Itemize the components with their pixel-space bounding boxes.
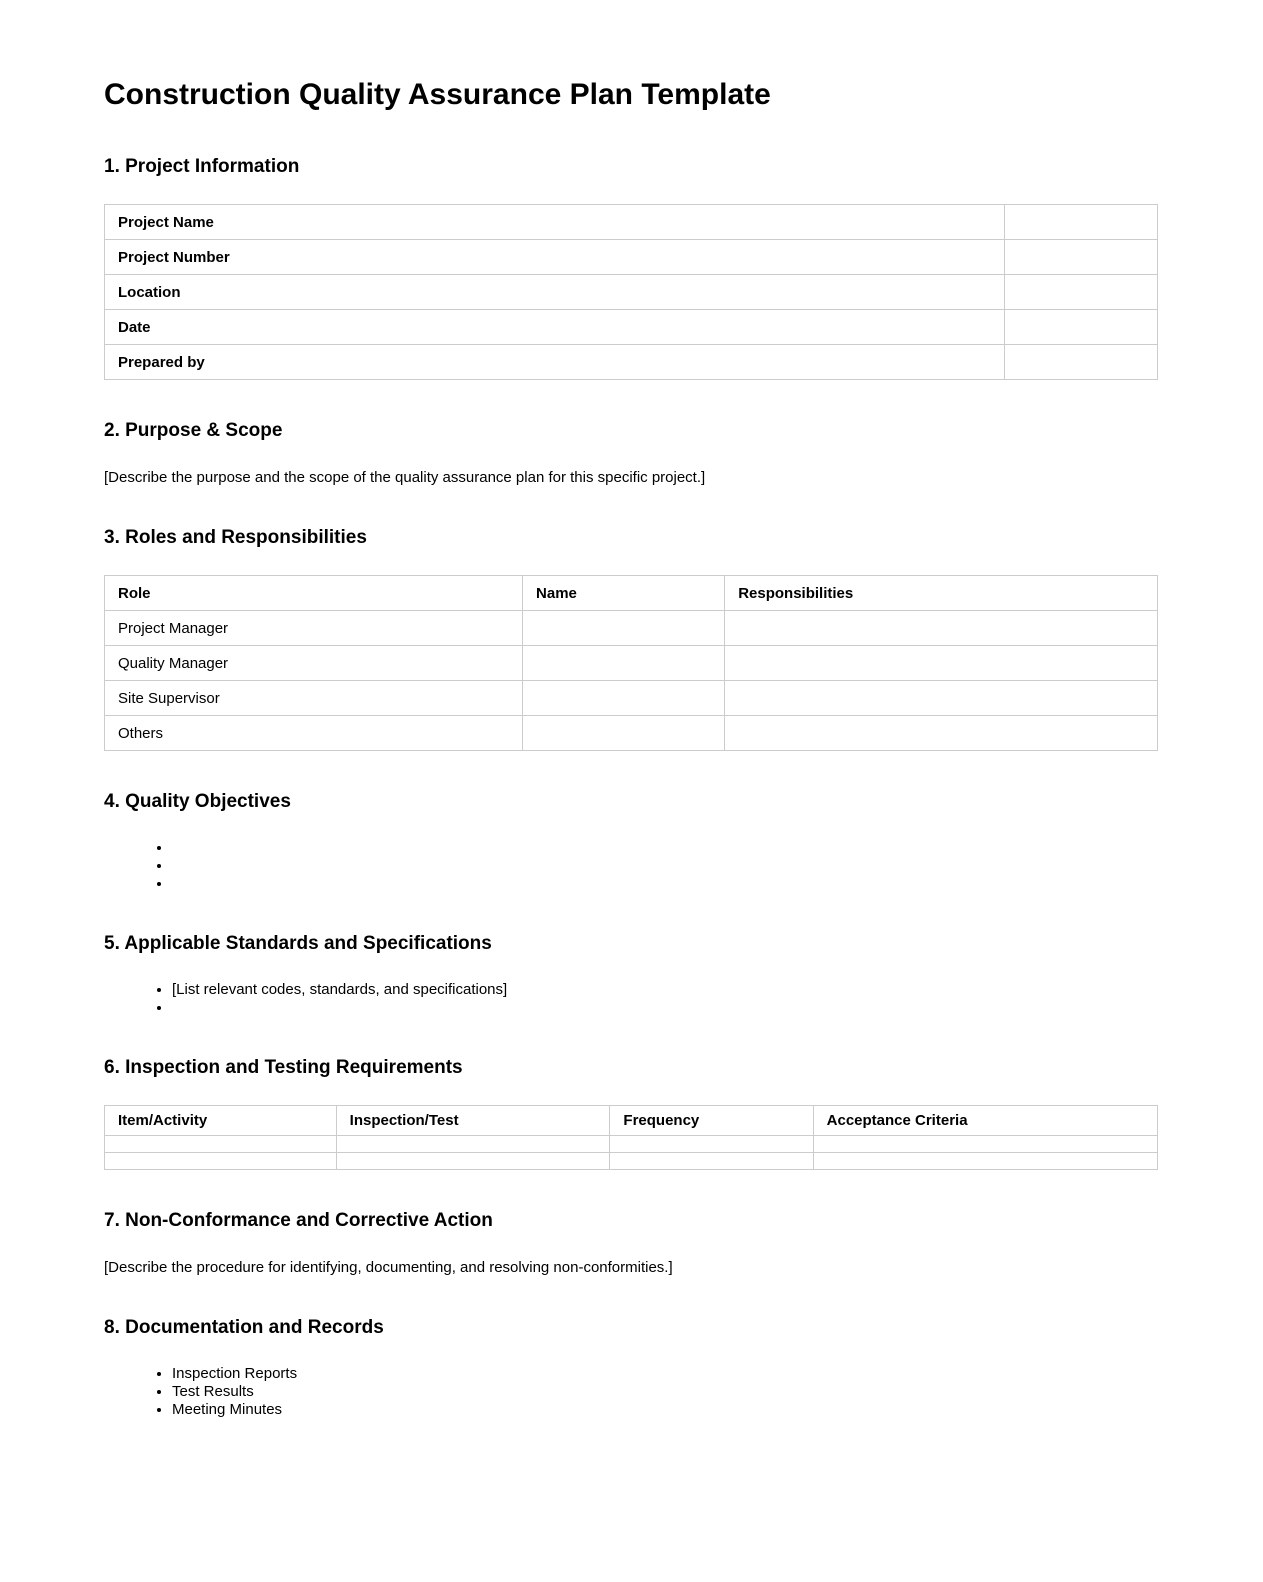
- document-title: Construction Quality Assurance Plan Template: [104, 78, 771, 111]
- table-header-row: [105, 576, 1158, 611]
- section-non-conformance: [104, 1210, 1158, 1277]
- heading-documentation-records: 8. Documentation and Records: [104, 1317, 384, 1338]
- heading-standards-specifications: 5. Applicable Standards and Specifications: [104, 933, 492, 954]
- list-item: • Test Results: [172, 1383, 1158, 1401]
- section-purpose-scope: [104, 420, 1158, 487]
- field-value-prepared-by: [1005, 345, 1158, 380]
- list-item: • Meeting Minutes: [172, 1401, 1158, 1419]
- table-row: [105, 205, 1158, 240]
- field-value-project-name: [1005, 205, 1158, 240]
- heading-non-conformance: 7. Non-Conformance and Corrective Action: [104, 1210, 493, 1231]
- field-label-date: Date: [105, 310, 1005, 345]
- table-row: [105, 275, 1158, 310]
- column-header-inspection-test: Inspection/Test: [336, 1106, 610, 1136]
- column-header-name: Name: [523, 576, 725, 611]
- non-conformance-placeholder: [Describe the procedure for identifying, documenting, and resolving non-conformities.]: [104, 1259, 673, 1276]
- column-header-responsibilities: Responsibilities: [725, 576, 1158, 611]
- table-row: [105, 345, 1158, 380]
- item-activity-cell: [105, 1153, 337, 1170]
- acceptance-criteria-cell: [813, 1136, 1157, 1153]
- table-row: [105, 716, 1158, 751]
- table-row: [105, 611, 1158, 646]
- field-label-location: Location: [105, 275, 1005, 310]
- field-label-project-name: Project Name: [105, 205, 1005, 240]
- table-row: [105, 646, 1158, 681]
- standards-list: [104, 981, 1158, 1017]
- table-row: [105, 681, 1158, 716]
- role-cell: Site Supervisor: [105, 681, 523, 716]
- column-header-frequency: Frequency: [610, 1106, 813, 1136]
- inspection-test-cell: [336, 1136, 610, 1153]
- table-row: [105, 1153, 1158, 1170]
- field-value-date: [1005, 310, 1158, 345]
- section-inspection-testing: [104, 1057, 1158, 1170]
- project-information-table: [104, 204, 1158, 380]
- name-cell: [523, 681, 725, 716]
- list-item: [172, 857, 1158, 875]
- heading-inspection-testing: 6. Inspection and Testing Requirements: [104, 1057, 463, 1078]
- column-header-acceptance-criteria: Acceptance Criteria: [813, 1106, 1157, 1136]
- responsibilities-cell: [725, 646, 1158, 681]
- section-documentation-records: [104, 1317, 1158, 1419]
- list-item: • [List relevant codes, standards, and specifications]: [172, 981, 1158, 999]
- section-quality-objectives: [104, 791, 1158, 893]
- responsibilities-cell: [725, 681, 1158, 716]
- roles-responsibilities-table: [104, 575, 1158, 751]
- list-item: • Inspection Reports: [172, 1365, 1158, 1383]
- table-row: [105, 1136, 1158, 1153]
- list-item: [172, 999, 1158, 1017]
- name-cell: [523, 716, 725, 751]
- acceptance-criteria-cell: [813, 1153, 1157, 1170]
- table-header-row: [105, 1106, 1158, 1136]
- list-item: [172, 875, 1158, 893]
- quality-objectives-list: [104, 839, 1158, 893]
- heading-purpose-scope: 2. Purpose & Scope: [104, 420, 283, 441]
- name-cell: [523, 646, 725, 681]
- section-project-information: [104, 156, 1158, 380]
- field-label-prepared-by: Prepared by: [105, 345, 1005, 380]
- column-header-item-activity: Item/Activity: [105, 1106, 337, 1136]
- responsibilities-cell: [725, 611, 1158, 646]
- role-cell: Others: [105, 716, 523, 751]
- table-row: [105, 310, 1158, 345]
- field-value-project-number: [1005, 240, 1158, 275]
- role-cell: Project Manager: [105, 611, 523, 646]
- field-value-location: [1005, 275, 1158, 310]
- frequency-cell: [610, 1136, 813, 1153]
- heading-quality-objectives: 4. Quality Objectives: [104, 791, 291, 812]
- role-cell: Quality Manager: [105, 646, 523, 681]
- inspection-test-cell: [336, 1153, 610, 1170]
- section-standards-specifications: [104, 933, 1158, 1017]
- list-item: [172, 839, 1158, 857]
- documentation-list: [104, 1365, 1158, 1419]
- column-header-role: Role: [105, 576, 523, 611]
- section-roles-responsibilities: [104, 527, 1158, 751]
- table-row: [105, 240, 1158, 275]
- item-activity-cell: [105, 1136, 337, 1153]
- heading-roles-responsibilities: 3. Roles and Responsibilities: [104, 527, 367, 548]
- field-label-project-number: Project Number: [105, 240, 1005, 275]
- heading-project-information: 1. Project Information: [104, 156, 300, 177]
- purpose-scope-placeholder: [Describe the purpose and the scope of the quality assurance plan for this specific project.]: [104, 469, 706, 486]
- responsibilities-cell: [725, 716, 1158, 751]
- frequency-cell: [610, 1153, 813, 1170]
- inspection-testing-table: [104, 1105, 1158, 1170]
- name-cell: [523, 611, 725, 646]
